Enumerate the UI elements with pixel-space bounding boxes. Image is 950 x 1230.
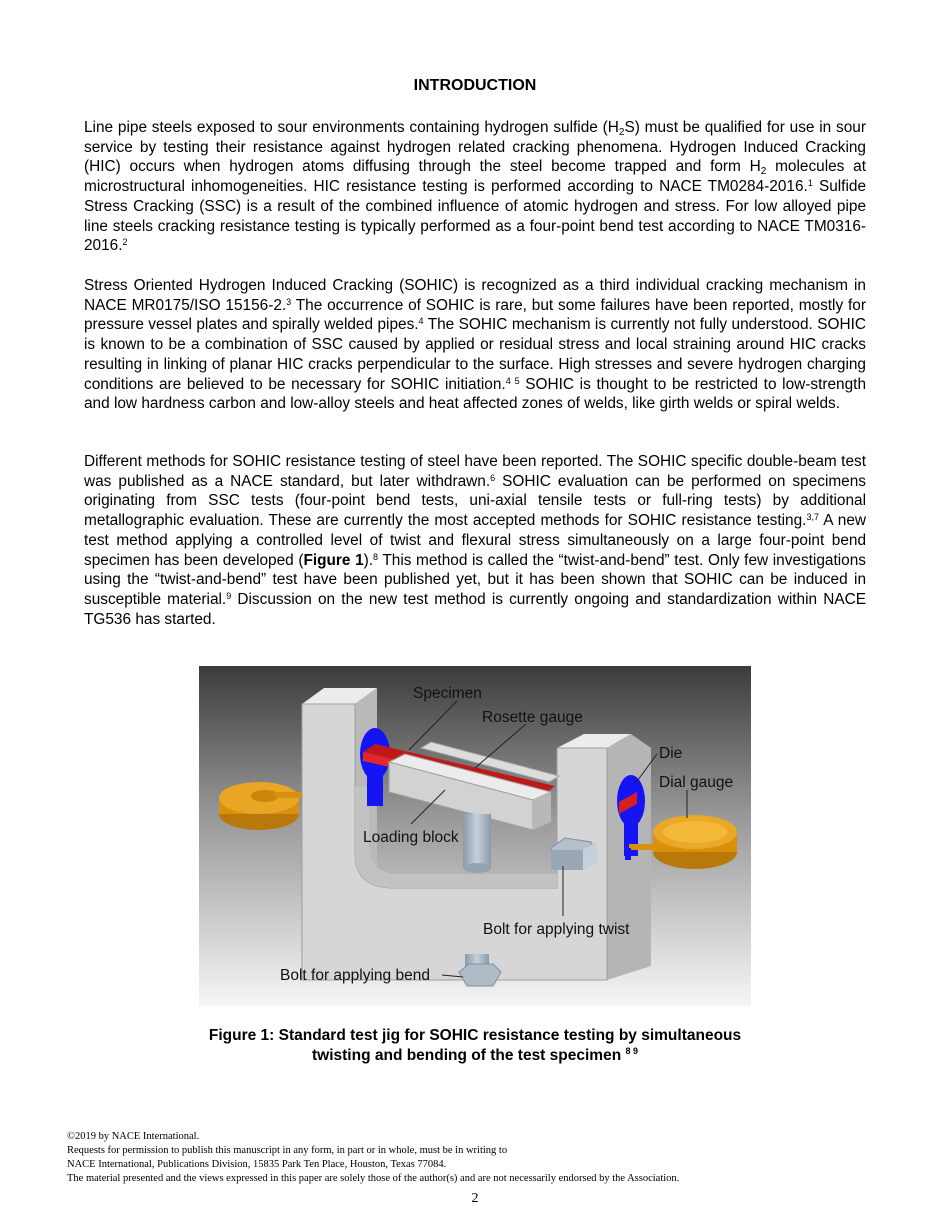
citation: 8 9 xyxy=(625,1046,638,1056)
citation: 9 xyxy=(226,590,232,601)
label-specimen: Specimen xyxy=(413,685,482,702)
label-dial-gauge: Dial gauge xyxy=(659,774,734,791)
paragraph-1: Line pipe steels exposed to sour environments containing hydrogen sulfide $(H_2S)$ must be qualified for use in sour service by testing their resistance against hydrogen related cracking phenomena. Hydrogen Induced Cracking (HIC) occurs when hydrogen atoms diffusing through the steel become trapped and form $H_2$ molecules at microstructural inhomogeneities. HIC resistance testing is performed according to NACE TM0284-2016.$^1$ Sulfide Stress Cracking (SSC) is a result of the combined influence of atomic hydrogen and stress. For low alloyed pipe line steels cracking resistance testing is typically performed as a four-point bend test according to NACE TM0316-2016.$^2$ xyxy=(84,119,866,255)
label-die: Die xyxy=(659,745,683,762)
citation: 3 xyxy=(286,296,292,307)
dial-gauge-left xyxy=(219,782,303,830)
citation: 2 xyxy=(122,237,128,248)
label-loading-block: Loading block xyxy=(363,829,459,846)
paragraph-2: Stress Oriented Hydrogen Induced Cracking (SOHIC) is recognized as a third individual cracking mechanism in NACE MR0175/ISO 15156-2.$^3$ The occurrence of SOHIC is rare, but some failures have been reported, mostly for pressure vessel plates and spirally welded pipes.$^4$ The SOHIC mechanism is currently not fully understood. SOHIC is known to be a combination of SSC caused by applied or residual stress and local straining around HIC cracks resulting in linking of planar HIC cracks perpendicular to the surface. High stresses and severe hydrogen charging conditions are believed to be necessary for SOHIC initiation.$^{4 5}$ SOHIC is thought to be restricted to low-strength and low hardness carbon and low-alloy steels and heat affected zones of welds, like girth welds or spiral welds. xyxy=(84,277,867,413)
citation: 4 5 xyxy=(505,375,520,386)
footer-line-1: ©2019 by NACE International. xyxy=(67,1131,200,1142)
footer-line-4: The material presented and the views expressed in this paper are solely those of the author(s) and are not necessarily endorsed by the Association. xyxy=(67,1173,680,1184)
citation: 6 xyxy=(490,472,496,483)
page-number: 2 xyxy=(471,1191,479,1206)
bolt-twist xyxy=(551,838,597,870)
label-bolt-twist: Bolt for applying twist xyxy=(483,921,630,938)
footer-line-2: Requests for permission to publish this manuscript in any form, in part or in whole, must be in writing to xyxy=(67,1145,508,1156)
figure-reference: Figure 1 xyxy=(303,551,364,569)
caption-line-1: Figure 1: Standard test jig for SOHIC resistance testing by simultaneous xyxy=(208,1027,742,1044)
central-post xyxy=(463,814,491,868)
section-heading: INTRODUCTION xyxy=(413,77,537,94)
figure-test-jig xyxy=(199,666,751,1006)
copyright-footer xyxy=(67,1130,907,1186)
figure-caption xyxy=(0,1026,950,1066)
citation: 3,7 xyxy=(806,512,819,523)
paragraph-3: Different methods for SOHIC resistance testing of steel have been reported. The SOHIC specific double-beam test was published as a NACE standard, but later withdrawn.$^6$ SOHIC evaluation can be performed on specimens originating from SSC tests (four-point bend tests, uni-axial tensile tests or full-ring tests) by additional metallographic evaluation. These are currently the most accepted methods for SOHIC resistance testing.$^{3,7}$ A new test method applying a controlled level of twist and flexural stress simultaneously on a large four-point bend specimen has been developed (Figure 1).$^8$ This method is called the “twist-and-bend” test. Only few investigations using the “twist-and-bend” test have been published yet, but it has been shown that SOHIC can be induced in susceptible material.$^9$ Discussion on the new test method is currently ongoing and standardization within NACE TG536 has started. xyxy=(84,453,866,628)
caption-line-2: twisting and bending of the test specimen $^{8 9}$ xyxy=(312,1046,638,1064)
footer-line-3: NACE International, Publications Division, 15835 Park Ten Place, Houston, Texas 77084. xyxy=(67,1159,447,1170)
label-rosette-gauge: Rosette gauge xyxy=(482,709,583,726)
label-bolt-bend: Bolt for applying bend xyxy=(280,967,430,984)
citation: 1 xyxy=(807,178,813,189)
citation: 4 xyxy=(418,316,424,327)
citation: 8 xyxy=(373,551,379,562)
